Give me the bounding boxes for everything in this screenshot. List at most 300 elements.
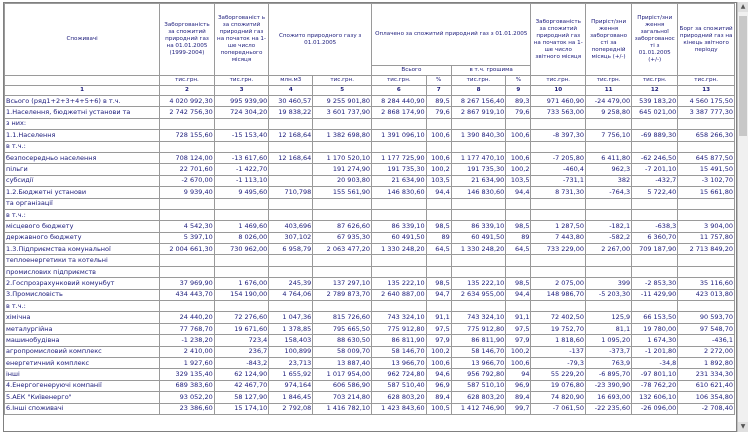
table-cell: 97,9 <box>506 335 531 346</box>
table-row <box>5 244 735 255</box>
table-cell: -8 397,30 <box>531 130 586 141</box>
table-cell: 329 135,40 <box>160 369 215 380</box>
table-cell: 89,4 <box>426 392 451 403</box>
table-cell <box>160 141 215 152</box>
table-cell: 3 601 737,90 <box>313 107 372 118</box>
table-cell: -436,1 <box>678 335 735 346</box>
table-row <box>5 141 735 152</box>
table-cell: 9 939,40 <box>160 187 215 198</box>
table-cell: 956 792,80 <box>451 369 506 380</box>
table-cell: 13 887,40 <box>313 357 372 368</box>
table-row <box>5 266 735 277</box>
table-cell <box>426 255 451 266</box>
table-cell <box>269 266 313 277</box>
table-cell: 89 <box>426 232 451 243</box>
table-cell: -432,7 <box>632 175 678 186</box>
table-cell <box>531 301 586 312</box>
row-label: з них: <box>5 118 160 129</box>
table-cell <box>269 164 313 175</box>
table-cell <box>632 141 678 152</box>
table-cell: 100,2 <box>506 346 531 357</box>
table-cell: 307,102 <box>269 232 313 243</box>
table-cell: 100,2 <box>426 164 451 175</box>
table-cell: 30 460,57 <box>269 96 313 107</box>
scrollbar-thumb[interactable] <box>739 16 747 136</box>
table-cell <box>678 118 735 129</box>
table-cell: 971 460,90 <box>531 96 586 107</box>
row-label: 6.Інші споживачі <box>5 403 160 414</box>
table-cell <box>160 301 215 312</box>
table-cell: 645 877,50 <box>678 152 735 163</box>
table-cell <box>160 255 215 266</box>
table-cell <box>586 118 632 129</box>
table-cell: 815 726,60 <box>313 312 372 323</box>
table-cell <box>313 266 372 277</box>
table-cell: 4 020 992,30 <box>160 96 215 107</box>
table-cell: 1 330 248,20 <box>372 244 427 255</box>
table-cell: 995 939,90 <box>214 96 269 107</box>
table-cell: 1 818,60 <box>531 335 586 346</box>
table-row <box>5 301 735 312</box>
table-row <box>5 130 735 141</box>
table-cell: 645 021,00 <box>632 107 678 118</box>
table-cell: 763,9 <box>586 357 632 368</box>
table-cell: 4 764,06 <box>269 289 313 300</box>
table-cell: 1 391 096,10 <box>372 130 427 141</box>
table-cell: 100,6 <box>426 130 451 141</box>
table-cell <box>451 118 506 129</box>
table-cell <box>586 255 632 266</box>
table-cell <box>451 266 506 277</box>
table-cell <box>586 141 632 152</box>
table-cell: -843,2 <box>214 357 269 368</box>
scroll-up-icon[interactable]: ▲ <box>738 2 748 12</box>
table-cell: 89,3 <box>506 96 531 107</box>
table-cell <box>372 118 427 129</box>
table-cell: 8 731,30 <box>531 187 586 198</box>
row-label: агропромисловий комплекс <box>5 346 160 357</box>
table-cell: 100,6 <box>506 152 531 163</box>
row-label: Всього (ряд1+2+3+4+5+6) в т.ч. <box>5 96 160 107</box>
table-cell: 100,6 <box>506 357 531 368</box>
table-cell <box>214 141 269 152</box>
table-cell: 12 168,64 <box>269 152 313 163</box>
table-cell: 135 222,10 <box>451 278 506 289</box>
table-cell: 245,39 <box>269 278 313 289</box>
table-cell: 730 962,00 <box>214 244 269 255</box>
table-row <box>5 232 735 243</box>
table-cell: 9 258,80 <box>586 107 632 118</box>
table-row <box>5 96 735 107</box>
row-label: пільги <box>5 164 160 175</box>
table-cell: 733 563,00 <box>531 107 586 118</box>
table-cell: 2 868 174,90 <box>372 107 427 118</box>
table-body <box>5 96 735 415</box>
table-cell: 1 655,92 <box>269 369 313 380</box>
table-cell: 5 397,10 <box>160 232 215 243</box>
column-number: 2 <box>160 86 215 96</box>
table-cell <box>586 209 632 220</box>
table-cell: -26 096,00 <box>632 403 678 414</box>
table-cell: 1 423 843,60 <box>372 403 427 414</box>
table-cell <box>506 209 531 220</box>
table-cell: 74 820,90 <box>531 392 586 403</box>
table-cell: 191 274,90 <box>313 164 372 175</box>
table-row <box>5 209 735 220</box>
table-cell: -2 708,40 <box>678 403 735 414</box>
table-cell: 403,696 <box>269 221 313 232</box>
table-row <box>5 107 735 118</box>
table-cell: 79,6 <box>506 107 531 118</box>
table-cell: 1 017 954,00 <box>313 369 372 380</box>
unit-cell: % <box>426 76 451 86</box>
table-cell: 97,5 <box>426 323 451 334</box>
table-cell: 19 752,70 <box>531 323 586 334</box>
table-cell: 23,713 <box>269 357 313 368</box>
table-cell: 1 469,60 <box>214 221 269 232</box>
table-cell: 1 047,36 <box>269 312 313 323</box>
table-cell <box>160 209 215 220</box>
table-cell: 42 467,70 <box>214 380 269 391</box>
table-cell <box>269 301 313 312</box>
unit-cell: тис.грн. <box>531 76 586 86</box>
table-cell: 19 671,60 <box>214 323 269 334</box>
table-cell <box>678 209 735 220</box>
row-label: хімічна <box>5 312 160 323</box>
table-cell: 60 491,50 <box>372 232 427 243</box>
table-cell: 1 177 470,10 <box>451 152 506 163</box>
header-paid-total: Всього <box>372 66 452 76</box>
table-cell: -638,3 <box>632 221 678 232</box>
table-cell <box>372 141 427 152</box>
header-paid-cash: в т.ч. грошима <box>451 66 531 76</box>
table-cell: 94 <box>506 369 531 380</box>
table-cell <box>313 255 372 266</box>
table-cell <box>451 301 506 312</box>
unit-cell: тис.грн. <box>372 76 427 86</box>
table-cell <box>269 175 313 186</box>
unit-cell: тис.грн. <box>214 76 269 86</box>
table-cell: 628 803,20 <box>372 392 427 403</box>
table-cell: 58 146,70 <box>372 346 427 357</box>
table-cell: 58 146,70 <box>451 346 506 357</box>
table-cell: 1 382 698,80 <box>313 130 372 141</box>
table-cell: -78 762,20 <box>632 380 678 391</box>
column-number: 9 <box>506 86 531 96</box>
table-cell: 724 304,20 <box>214 107 269 118</box>
table-row <box>5 118 735 129</box>
table-cell: 1 177 725,90 <box>372 152 427 163</box>
table-cell: 7 443,80 <box>531 232 586 243</box>
row-label: місцевого бюджету <box>5 221 160 232</box>
column-number: 13 <box>678 86 735 96</box>
table-cell: 91,1 <box>426 312 451 323</box>
table-cell: 2 075,00 <box>531 278 586 289</box>
table-cell <box>160 118 215 129</box>
table-cell: 35 116,60 <box>678 278 735 289</box>
table-cell <box>269 141 313 152</box>
table-cell: -1 238,20 <box>160 335 215 346</box>
table-cell <box>426 209 451 220</box>
column-number: 3 <box>214 86 269 96</box>
table-cell <box>426 266 451 277</box>
vertical-scrollbar[interactable] <box>737 2 748 432</box>
table-cell: 8 026,00 <box>214 232 269 243</box>
table-row <box>5 335 735 346</box>
table-cell: 3 904,00 <box>678 221 735 232</box>
unit-cell: тис.грн. <box>451 76 506 86</box>
table-cell: 2 272,00 <box>678 346 735 357</box>
table-cell: 689 383,60 <box>160 380 215 391</box>
table-cell: 434 443,70 <box>160 289 215 300</box>
unit-cell: тис.грн. <box>586 76 632 86</box>
table-cell: 1 330 248,20 <box>451 244 506 255</box>
table-cell: 81,1 <box>586 323 632 334</box>
row-label: теплоенергетики та котельні <box>5 255 160 266</box>
table-cell: 20 903,80 <box>313 175 372 186</box>
table-cell: 1 378,85 <box>269 323 313 334</box>
table-cell <box>678 255 735 266</box>
table-cell: 23 386,60 <box>160 403 215 414</box>
table-cell <box>426 198 451 209</box>
table-cell: 58 127,90 <box>214 392 269 403</box>
table-cell: -34,8 <box>632 357 678 368</box>
table-cell: 191 735,30 <box>451 164 506 175</box>
table-cell <box>586 266 632 277</box>
table-cell <box>372 209 427 220</box>
table-cell: 86 339,10 <box>451 221 506 232</box>
table-cell: 231 334,30 <box>678 369 735 380</box>
table-cell: 2 742 756,30 <box>160 107 215 118</box>
table-cell: 93 052,20 <box>160 392 215 403</box>
table-cell: 1 412 746,90 <box>451 403 506 414</box>
header-growth-total: Приріст/зни ження загальної заборгованос ті з 01.01.2005 (+/-) <box>632 4 678 76</box>
table-cell <box>313 301 372 312</box>
table-cell <box>426 301 451 312</box>
table-cell <box>214 255 269 266</box>
table-cell <box>451 141 506 152</box>
table-cell: 94,6 <box>426 369 451 380</box>
table-cell: 146 830,60 <box>451 187 506 198</box>
row-label: енергетичний комплекс <box>5 357 160 368</box>
unit-cell: тис.грн. <box>313 76 372 86</box>
table-cell: 100,6 <box>506 130 531 141</box>
gas-debt-table <box>4 3 735 415</box>
table-cell: 15 174,10 <box>214 403 269 414</box>
table-cell <box>678 266 735 277</box>
row-label: 1.2.Бюджетні установи <box>5 187 160 198</box>
table-cell: 21 634,90 <box>372 175 427 186</box>
table-cell: -24 479,00 <box>586 96 632 107</box>
table-cell: -97 801,10 <box>632 369 678 380</box>
table-cell: -23 390,90 <box>586 380 632 391</box>
column-number: 5 <box>313 86 372 96</box>
table-row <box>5 403 735 414</box>
table-cell: 587 510,10 <box>451 380 506 391</box>
table-cell: 2 063 477,20 <box>313 244 372 255</box>
table-cell: 13 966,70 <box>372 357 427 368</box>
table-cell: 37 969,90 <box>160 278 215 289</box>
table-cell: 382 <box>586 175 632 186</box>
table-cell <box>678 198 735 209</box>
table-row <box>5 289 735 300</box>
header-consumed: Спожито природного газу з 01.01.2005 <box>269 4 372 76</box>
unit-cell: % <box>506 76 531 86</box>
table-cell: 709 187,90 <box>632 244 678 255</box>
table-cell <box>372 301 427 312</box>
table-cell <box>632 255 678 266</box>
table-cell: 89,5 <box>426 96 451 107</box>
table-cell: 89 <box>506 232 531 243</box>
table-cell: -582,2 <box>586 232 632 243</box>
table-cell <box>372 255 427 266</box>
table-cell: 97,5 <box>506 323 531 334</box>
table-cell <box>531 255 586 266</box>
header-debt-period-start: Заборгованість за спожитий природний газ на початок на 1-ше число звітного місяця <box>531 4 586 76</box>
table-cell: 19 780,00 <box>632 323 678 334</box>
column-number: 10 <box>531 86 586 96</box>
table-cell: 1 927,60 <box>160 357 215 368</box>
table-cell: 4 542,30 <box>160 221 215 232</box>
table-cell: 67 935,30 <box>313 232 372 243</box>
table-cell: 96,9 <box>506 380 531 391</box>
table-cell: 79,6 <box>426 107 451 118</box>
column-number: 8 <box>451 86 506 96</box>
table-cell <box>313 141 372 152</box>
row-label: в т.ч.: <box>5 209 160 220</box>
table-cell <box>506 266 531 277</box>
table-cell: 399 <box>586 278 632 289</box>
row-label: машинобудівна <box>5 335 160 346</box>
table-cell <box>678 141 735 152</box>
row-label: державного бюджету <box>5 232 160 243</box>
table-cell <box>451 255 506 266</box>
table-cell: 72 276,60 <box>214 312 269 323</box>
table-cell: 1 892,80 <box>678 357 735 368</box>
table-cell: 62 124,90 <box>214 369 269 380</box>
table-cell: 2 267,00 <box>586 244 632 255</box>
table-cell: 87 626,60 <box>313 221 372 232</box>
table-cell: 1 676,00 <box>214 278 269 289</box>
table-cell: 155 561,90 <box>313 187 372 198</box>
table-cell <box>451 198 506 209</box>
table-cell: 9 255 901,80 <box>313 96 372 107</box>
table-cell: 6 360,70 <box>632 232 678 243</box>
table-cell: 2 004 661,30 <box>160 244 215 255</box>
table-cell: -2 670,00 <box>160 175 215 186</box>
table-cell: 15 661,80 <box>678 187 735 198</box>
table-cell: 606 586,90 <box>313 380 372 391</box>
table-cell <box>531 198 586 209</box>
table-cell: 98,5 <box>426 221 451 232</box>
unit-cell: тис.грн. <box>160 76 215 86</box>
table-cell: 135 222,10 <box>372 278 427 289</box>
table-cell: 96,9 <box>426 380 451 391</box>
table-cell: -7 205,80 <box>531 152 586 163</box>
scroll-down-icon[interactable]: ▼ <box>738 422 748 432</box>
row-label: металургійна <box>5 323 160 334</box>
table-cell <box>269 118 313 129</box>
table-cell: 19 076,80 <box>531 380 586 391</box>
table-cell <box>506 255 531 266</box>
document-frame <box>3 2 737 432</box>
unit-cell: тис.грн. <box>632 76 678 86</box>
header-growth-prev: Приріст/зни ження заборговано сті за попередній місяць (+/-) <box>586 4 632 76</box>
table-cell: 6 958,79 <box>269 244 313 255</box>
table-cell: 154 190,00 <box>214 289 269 300</box>
table-cell: 1 846,45 <box>269 392 313 403</box>
table-cell <box>632 209 678 220</box>
table-cell: 1 416 782,10 <box>313 403 372 414</box>
table-cell: 191 735,30 <box>372 164 427 175</box>
table-cell: 7 756,10 <box>586 130 632 141</box>
table-cell: 728 155,60 <box>160 130 215 141</box>
table-cell: -15 153,40 <box>214 130 269 141</box>
header-debt-month-start: Заборгованіст ь за спожитий природний газ на початок на 1-ше число попереднього місяця <box>214 4 269 76</box>
table-cell: 1 170 520,10 <box>313 152 372 163</box>
row-label: безпосередньо населення <box>5 152 160 163</box>
row-label: 5.АЕК "Київенерго" <box>5 392 160 403</box>
table-cell: 24 440,20 <box>160 312 215 323</box>
table-cell: 137 297,10 <box>313 278 372 289</box>
table-cell: -79,3 <box>531 357 586 368</box>
table-cell: 125,9 <box>586 312 632 323</box>
table-cell: 1 674,30 <box>632 335 678 346</box>
row-label: промислових підприємств <box>5 266 160 277</box>
table-cell: 775 912,80 <box>372 323 427 334</box>
table-cell: 1 095,20 <box>586 335 632 346</box>
table-cell: 2 634 955,00 <box>451 289 506 300</box>
table-cell: 743 324,10 <box>372 312 427 323</box>
table-row <box>5 164 735 175</box>
table-cell: 77 768,70 <box>160 323 215 334</box>
table-cell: 21 634,90 <box>451 175 506 186</box>
table-cell: -731,1 <box>531 175 586 186</box>
table-cell <box>586 301 632 312</box>
table-cell <box>531 266 586 277</box>
table-cell: 22 701,60 <box>160 164 215 175</box>
row-label: 4.Енергогенеруючі компанії <box>5 380 160 391</box>
table-cell: 86 811,90 <box>451 335 506 346</box>
table-cell: 628 803,20 <box>451 392 506 403</box>
table-cell: -1 201,80 <box>632 346 678 357</box>
table-cell: 743 324,10 <box>451 312 506 323</box>
table-cell: 132 606,10 <box>632 392 678 403</box>
table-cell: 100,5 <box>426 403 451 414</box>
table-row <box>5 187 735 198</box>
table-cell: 610 621,40 <box>678 380 735 391</box>
table-cell <box>531 209 586 220</box>
table-cell: -2 853,30 <box>632 278 678 289</box>
table-cell: 106 354,80 <box>678 392 735 403</box>
table-cell: -7 061,50 <box>531 403 586 414</box>
table-cell: 90 593,70 <box>678 312 735 323</box>
row-label: та організації <box>5 198 160 209</box>
table-cell: 94,4 <box>506 187 531 198</box>
column-number: 1 <box>5 86 160 96</box>
table-cell: 88 630,50 <box>313 335 372 346</box>
table-cell <box>506 301 531 312</box>
unit-cell: тис.грн. <box>678 76 735 86</box>
table-cell: 423 013,80 <box>678 289 735 300</box>
table-cell: 708 124,00 <box>160 152 215 163</box>
table-cell: 2 640 887,00 <box>372 289 427 300</box>
table-cell: 94,4 <box>506 289 531 300</box>
table-cell <box>632 198 678 209</box>
row-label: в т.ч.: <box>5 141 160 152</box>
column-number: 7 <box>426 86 451 96</box>
table-cell: 587 510,40 <box>372 380 427 391</box>
